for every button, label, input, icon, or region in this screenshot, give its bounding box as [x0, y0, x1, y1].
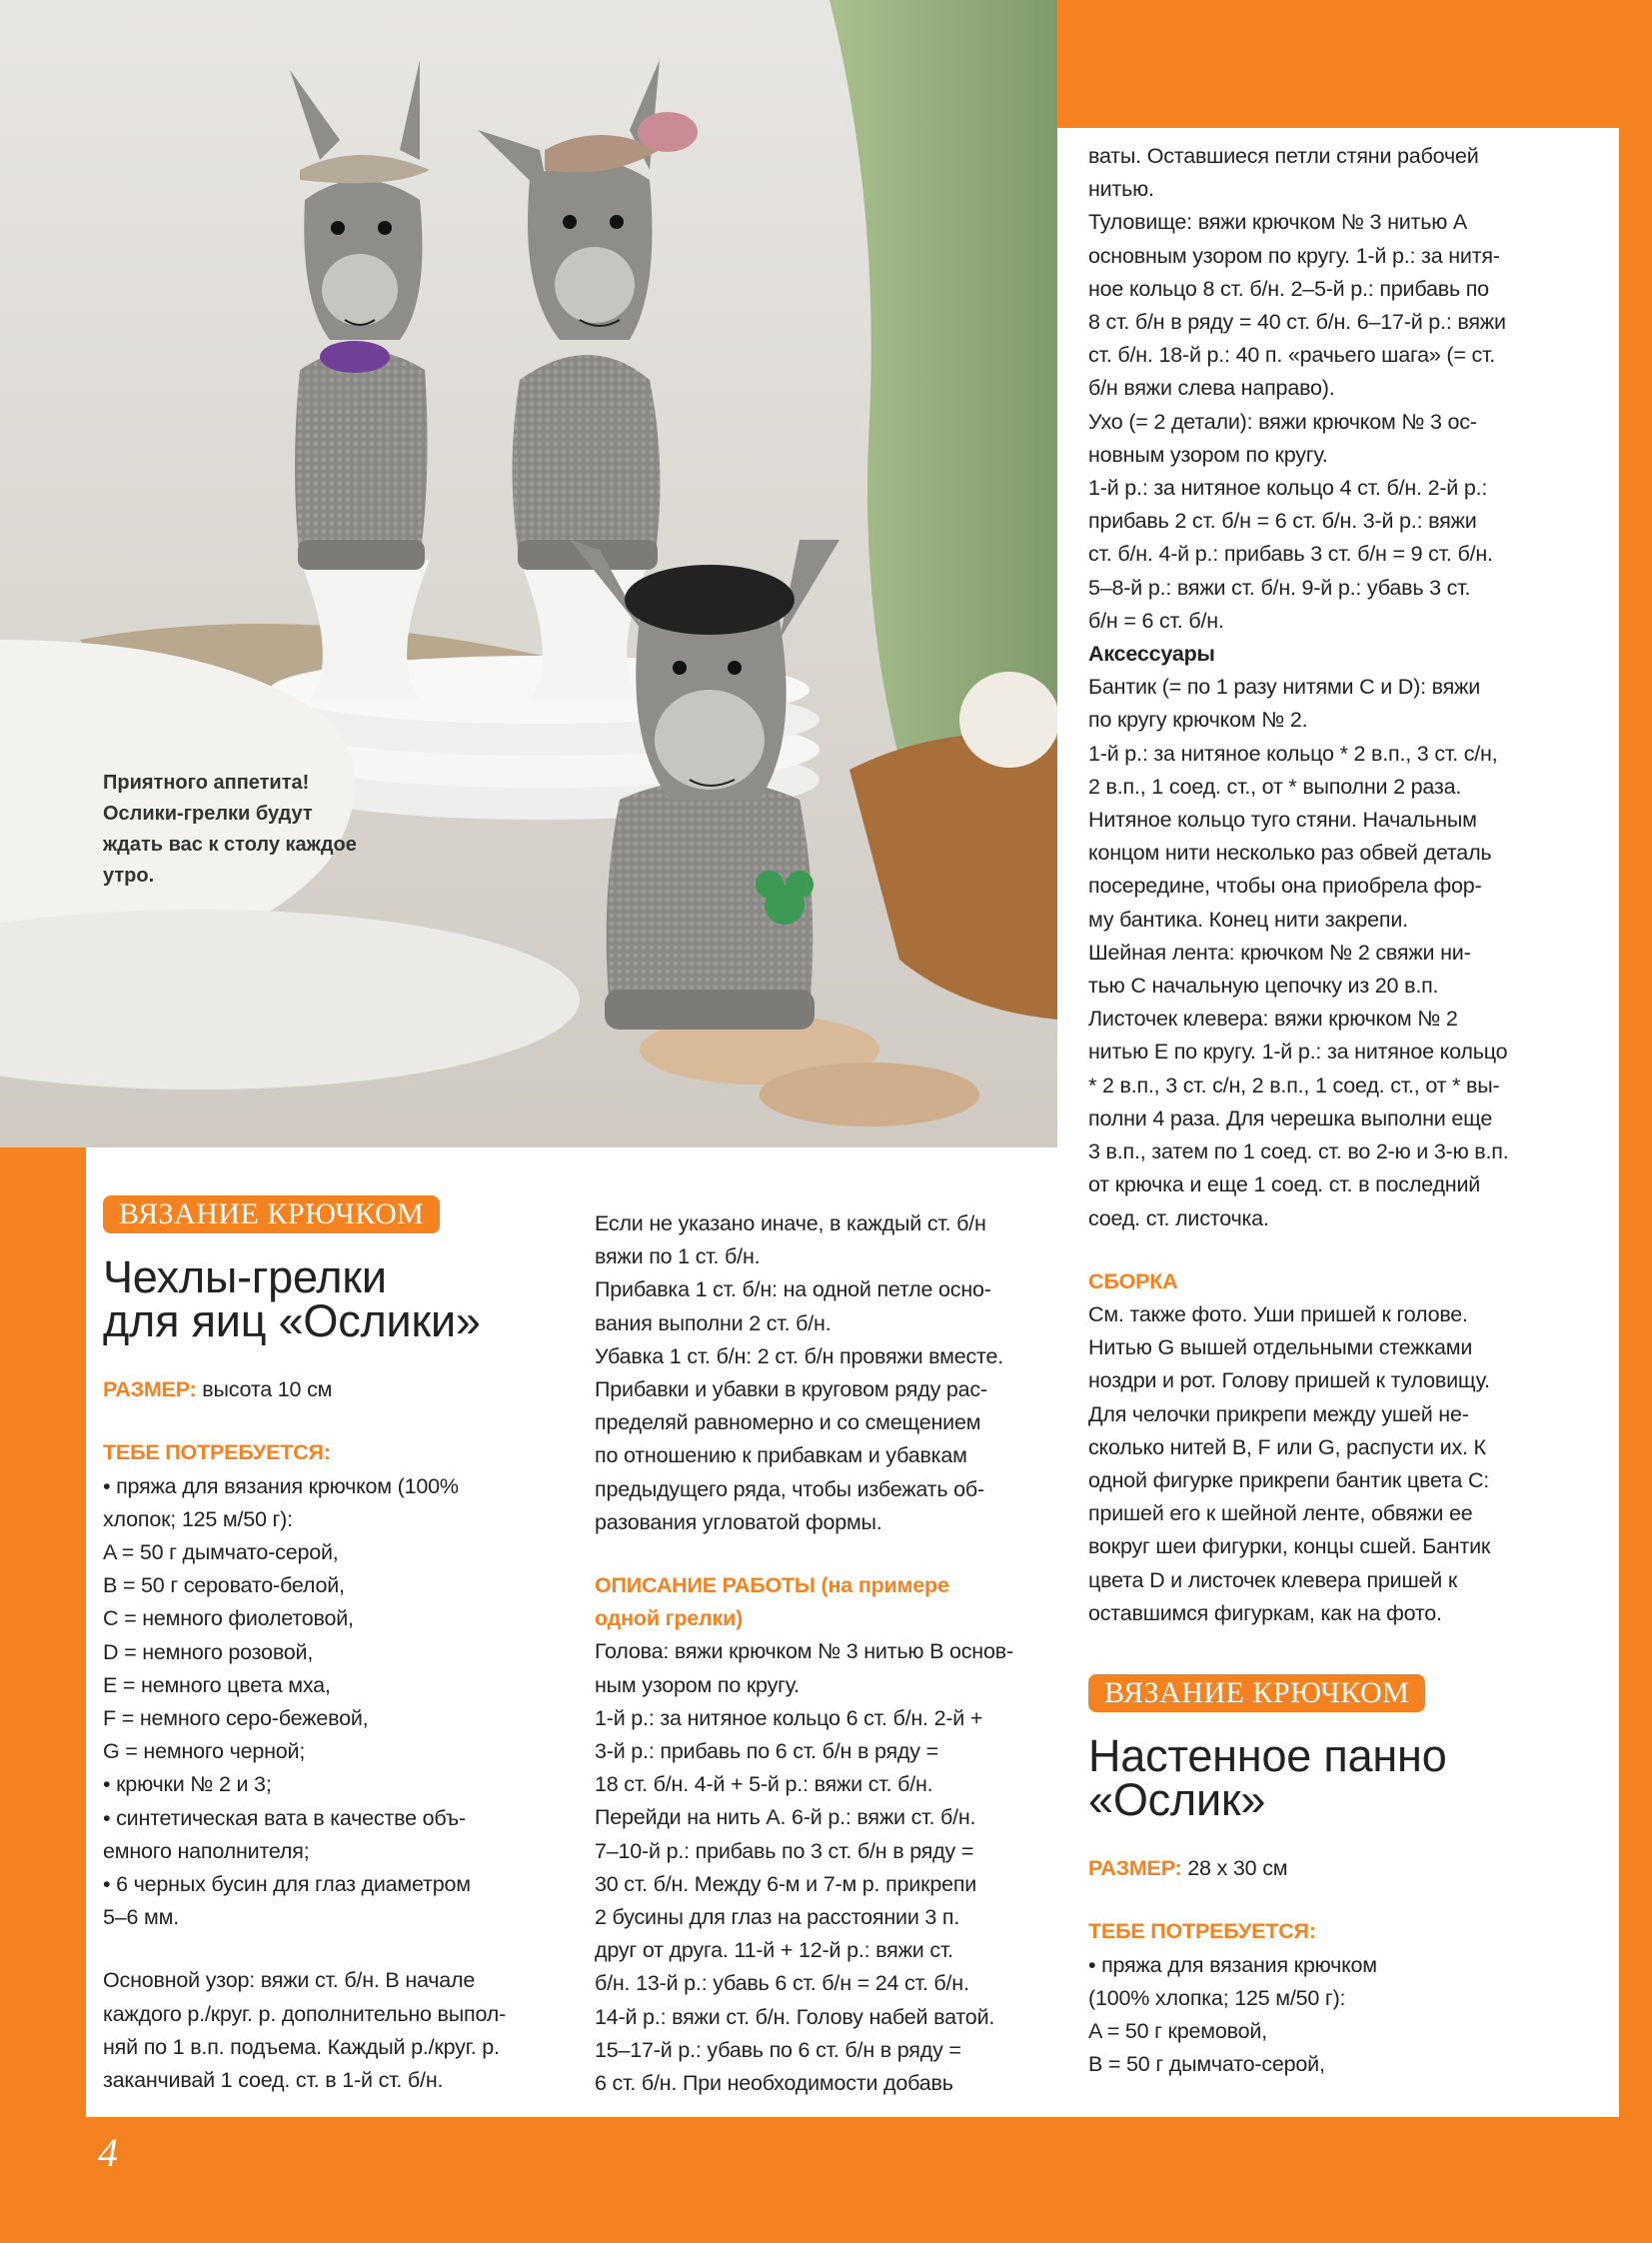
materials-line: A = 50 г кремовой,: [1088, 2018, 1267, 2043]
materials-list: [103, 1470, 563, 1935]
article2-title-line1: Настенное панно: [1088, 1730, 1447, 1782]
text-line: * 2 в.п., 3 ст. с/н, 2 в.п., 1 соед. ст., от * вы-: [1088, 1073, 1500, 1098]
work-description-heading-line1: ОПИСАНИЕ РАБОТЫ (на примере: [595, 1573, 949, 1598]
text-line: пришей его к шейной ленте, обвяжи ее: [1088, 1501, 1473, 1526]
article-title-line1: Чехлы-грелки: [103, 1251, 387, 1303]
text-line: 30 ст. б/н. Между 6-м и 7-м р. прикрепи: [595, 1871, 977, 1896]
text-line: му бантика. Конец нити закрепи.: [1088, 907, 1408, 932]
text-line: Аксессуары: [1088, 642, 1215, 667]
text-line: Основной узор: вяжи ст. б/н. В начале: [103, 1968, 476, 1993]
section-label: ВЯЗАНИЕ КРЮЧКОМ: [103, 1195, 440, 1233]
size-label-2: РАЗМЕР:: [1088, 1856, 1182, 1881]
text-line: вокруг шеи фигурки, концы сшей. Бантик: [1088, 1534, 1491, 1559]
head-instructions: [595, 1635, 1064, 2100]
orange-bottom-band: [0, 2117, 1652, 2243]
text-line: 3-й р.: прибавь по 6 ст. б/н в ряду =: [595, 1739, 938, 1764]
size-value-2: 28 х 30 см: [1181, 1856, 1288, 1881]
materials-line: C = немного фиолетовой,: [103, 1606, 354, 1631]
text-line: Убавка 1 ст. б/н: 2 ст. б/н провяжи вместе.: [595, 1343, 1003, 1368]
text-line: ноздри и рот. Голову пришей к туловищу.: [1088, 1368, 1490, 1393]
text-line: 7–10-й р.: прибавь по 3 ст. б/н в ряду =: [595, 1838, 974, 1863]
text-line: 5–8-й р.: вяжи ст. б/н. 9-й р.: убавь 3 ст.: [1088, 575, 1471, 600]
materials-list-2: [1088, 1949, 1608, 2082]
materials-line: E = немного цвета мха,: [103, 1672, 331, 1697]
text-line: по кругу крючком № 2.: [1088, 708, 1308, 733]
materials-line: D = немного розовой,: [103, 1639, 314, 1664]
text-line: цвета D и листочек клевера пришей к: [1088, 1567, 1458, 1592]
orange-right-band: [1619, 0, 1652, 2147]
materials-line: (100% хлопка; 125 м/50 г):: [1088, 1985, 1346, 2010]
text-line: Перейди на нить A. 6-й р.: вяжи ст. б/н.: [595, 1805, 976, 1830]
text-line: новным узором по кругу.: [1088, 442, 1328, 467]
materials-heading-2: ТЕБЕ ПОТРЕБУЕТСЯ:: [1088, 1919, 1316, 1944]
column-3: [1088, 140, 1608, 2081]
text-line: Нитью G вышей отдельными стежками: [1088, 1335, 1473, 1360]
base-pattern-text: [103, 1964, 563, 2097]
text-line: предыдущего ряда, чтобы избежать об-: [595, 1476, 984, 1501]
materials-line: B = 50 г серовато-белой,: [103, 1573, 345, 1598]
text-line: Бантик (= по 1 разу нитями C и D): вяжи: [1088, 675, 1481, 700]
photo-caption: Приятного аппетита! Ослики-грелки будут ждать вас к столу каждое утро.: [103, 772, 357, 887]
text-line: 15–17-й р.: убавь по 6 ст. б/н в ряду =: [595, 2037, 961, 2062]
text-line: нитью E по кругу. 1-й р.: за нитяное кольцо: [1088, 1040, 1508, 1065]
body-and-accessories-instructions: [1088, 140, 1608, 1235]
materials-line: • синтетическая вата в качестве объ-: [103, 1805, 466, 1830]
text-line: 2 в.п., 1 соед. ст., от * выполни 2 раза.: [1088, 774, 1462, 799]
text-line: соед. ст. листочка.: [1088, 1205, 1269, 1230]
text-line: друг от друга. 11-й + 12-й р.: вяжи ст.: [595, 1938, 953, 1963]
text-line: Листочек клевера: вяжи крючком № 2: [1088, 1007, 1458, 1032]
text-line: сколько нитей B, F или G, распусти их. К: [1088, 1434, 1486, 1459]
text-line: разования угловатой формы.: [595, 1509, 882, 1534]
hero-photo: [0, 0, 1057, 1147]
text-line: ст. б/н. 18-й р.: 40 п. «рачьего шага» (= ст.: [1088, 343, 1496, 368]
materials-line: A = 50 г дымчато-серой,: [103, 1540, 339, 1565]
text-line: концом нити несколько раз обвей деталь: [1088, 841, 1492, 866]
text-line: полни 4 раза. Для черешка выполни еще: [1088, 1106, 1493, 1130]
text-line: См. также фото. Уши пришей к голове.: [1088, 1301, 1468, 1326]
text-line: Прибавка 1 ст. б/н: на одной петле осно-: [595, 1277, 991, 1302]
text-line: 18 ст. б/н. 4-й + 5-й р.: вяжи ст. б/н.: [595, 1772, 933, 1797]
donkey-egg-cozies-illustration: [0, 0, 1057, 1147]
materials-line: F = немного серо-бежевой,: [103, 1706, 369, 1731]
stitch-notes: [595, 1207, 1064, 1539]
text-line: б/н = 6 ст. б/н.: [1088, 608, 1224, 633]
text-line: основным узором по кругу. 1-й р.: за нитя-: [1088, 243, 1500, 268]
text-line: ное кольцо 8 ст. б/н. 2–5-й р.: прибавь по: [1088, 276, 1489, 301]
text-line: Шейная лента: крючком № 2 свяжи ни-: [1088, 940, 1471, 965]
text-line: 2 бусины для глаз на расстоянии 3 п.: [595, 1905, 960, 1930]
orange-top-band: [1057, 0, 1652, 128]
text-line: 6 ст. б/н. При необходимости добавь: [595, 2071, 953, 2096]
text-line: 3 в.п., затем по 1 соед. ст. во 2-ю и 3-ю в.п.: [1088, 1139, 1509, 1164]
materials-line: емного наполнителя;: [103, 1838, 310, 1863]
text-line: 1-й р.: за нитяное кольцо 6 ст. б/н. 2-й +: [595, 1705, 983, 1730]
text-line: ваты. Оставшиеся петли стяни рабочей: [1088, 144, 1479, 168]
text-line: Если не указано иначе, в каждый ст. б/н: [595, 1211, 986, 1235]
article2-title-line2: «Ослик»: [1088, 1774, 1266, 1826]
text-line: Ухо (= 2 детали): вяжи крючком № 3 ос-: [1088, 409, 1477, 434]
materials-line: 5–6 мм.: [103, 1905, 179, 1930]
orange-left-band: [0, 1147, 86, 2147]
materials-line: • 6 черных бусин для глаз диаметром: [103, 1872, 471, 1897]
text-line: одной фигурке прикрепи бантик цвета C:: [1088, 1467, 1490, 1492]
text-line: 8 ст. б/н в ряду = 40 ст. б/н. 6–17-й р.: вяжи: [1088, 310, 1506, 335]
materials-line: • пряжа для вязания крючком: [1088, 1952, 1377, 1977]
page-number: 4: [98, 2130, 118, 2175]
materials-line: G = немного черной;: [103, 1739, 306, 1764]
size-value: высота 10 см: [196, 1377, 333, 1402]
size-label: РАЗМЕР:: [103, 1377, 197, 1402]
text-line: пределяй равномерно и со смещением: [595, 1410, 981, 1435]
text-line: 14-й р.: вяжи ст. б/н. Голову набей ватой.: [595, 2004, 995, 2029]
section-label-2: ВЯЗАНИЕ КРЮЧКОМ: [1088, 1674, 1425, 1712]
text-line: вяжи по 1 ст. б/н.: [595, 1244, 761, 1269]
text-line: б/н. 13-й р.: убавь 6 ст. б/н = 24 ст. б/н.: [595, 1971, 969, 1996]
text-line: ным узором по кругу.: [595, 1672, 800, 1697]
text-line: ст. б/н. 4-й р.: прибавь 3 ст. б/н = 9 ст. б/н.: [1088, 542, 1493, 567]
text-line: тью C начальную цепочку из 20 в.п.: [1088, 974, 1439, 999]
text-line: Прибавки и убавки в круговом ряду рас-: [595, 1377, 987, 1402]
text-line: б/н вяжи слева направо).: [1088, 376, 1335, 401]
text-line: от крючка и еще 1 соед. ст. в последний: [1088, 1172, 1481, 1197]
text-line: 1-й р.: за нитяное кольцо * 2 в.п., 3 ст. с/н,: [1088, 741, 1498, 766]
text-line: Нитяное кольцо туго стяни. Начальным: [1088, 808, 1477, 833]
column-2: [595, 1207, 1064, 2100]
materials-line: • пряжа для вязания крючком (100%: [103, 1473, 459, 1498]
materials-heading: ТЕБЕ ПОТРЕБУЕТСЯ:: [103, 1440, 331, 1465]
work-description-heading-line2: одной грелки): [595, 1606, 744, 1631]
text-line: заканчивай 1 соед. ст. в 1-й ст. б/н.: [103, 2068, 444, 2093]
text-line: вания выполни 2 ст. б/н.: [595, 1310, 831, 1335]
text-line: по отношению к прибавкам и убавкам: [595, 1443, 967, 1468]
text-line: посередине, чтобы она приобрела фор-: [1088, 874, 1482, 899]
materials-line: хлопок; 125 м/50 г):: [103, 1506, 293, 1531]
text-line: Голова: вяжи крючком № 3 нитью B основ-: [595, 1639, 1013, 1664]
text-line: 1-й р.: за нитяное кольцо 4 ст. б/н. 2-й р.:: [1088, 476, 1488, 501]
text-line: нитью.: [1088, 177, 1154, 202]
text-line: Туловище: вяжи крючком № 3 нитью A: [1088, 210, 1468, 235]
text-line: прибавь 2 ст. б/н = 6 ст. б/н. 3-й р.: вяжи: [1088, 509, 1477, 534]
text-line: каждого р./круг. р. дополнительно выпол-: [103, 2001, 507, 2026]
assembly-heading: СБОРКА: [1088, 1268, 1178, 1293]
materials-line: • крючки № 2 и 3;: [103, 1772, 272, 1797]
text-line: оставшимся фигуркам, как на фото.: [1088, 1600, 1442, 1625]
text-line: Для челочки прикрепи между ушей не-: [1088, 1401, 1469, 1426]
text-line: няй по 1 в.п. подъема. Каждый р./круг. р.: [103, 2034, 500, 2059]
materials-line: B = 50 г дымчато-серой,: [1088, 2052, 1325, 2077]
column-1: [103, 1195, 563, 2097]
assembly-text: [1088, 1298, 1608, 1630]
article-title-line2: для яиц «Ослики»: [103, 1295, 481, 1347]
